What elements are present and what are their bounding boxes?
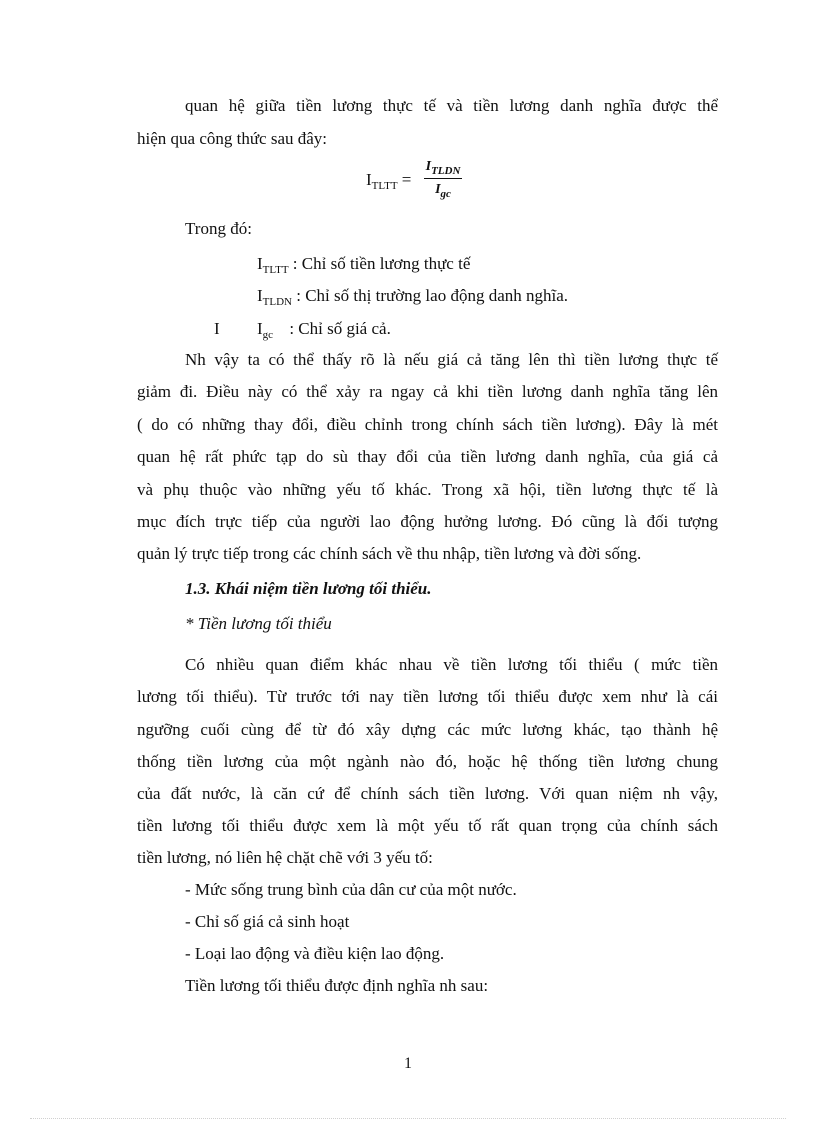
para2-line-3: ngưỡng cuối cùng để từ đó xây dựng các mức lương khác, tạo thành hệ [137,720,718,739]
where-item-3-symbol: I [257,319,263,338]
section-subheading: * Tiền lương tối thiểu [185,614,332,633]
para2-line-7: tiền lương, nó liên hệ chặt chẽ với 3 yếu tố: [137,848,433,867]
where-item-3-prefix: I [214,319,220,338]
page-number: 1 [404,1055,412,1072]
para1-line-5: và phụ thuộc vào những yếu tố khác. Trong xã hội, tiền lương thực tế là [137,480,718,499]
formula-fraction [424,158,462,199]
para2-line-1: Có nhiều quan điểm khác nhau về tiền lương tối thiểu ( mức tiền [185,655,718,674]
formula-equals: = [401,170,412,189]
formula-den-symbol: I [435,182,441,197]
where-item-2-subscript: TLDN [262,296,292,308]
para2-line-6: tiền lương tối thiểu được xem là một yếu tố rất quan trọng của chính sách [137,816,718,835]
footer-divider [30,1118,786,1119]
where-item-1-subscript: TLTT [262,264,289,276]
where-item-3-main [257,318,391,340]
formula-lhs-subscript: TLTT [371,180,398,192]
formula-lhs-symbol: I [366,170,372,189]
fraction-bar [424,178,462,179]
formula-numerator [424,158,462,176]
where-item-1-text: : Chỉ số tiền lương thực tế [292,254,471,273]
formula-num-subscript: TLDN [431,165,461,177]
where-item-3-subscript: gc [262,329,274,341]
formula-den-subscript: gc [440,188,451,200]
para1-line-3: ( do có những thay đổi, điều chỉnh trong chính sách tiền lương). Đây là mét [137,415,718,434]
formula-num-symbol: I [425,159,432,174]
formula-denominator [424,181,462,199]
where-item-3 [214,318,220,340]
bullet-item: - Mức sống trung bình của dân cư của một nước. [185,880,517,899]
where-label: Trong đó: [185,219,252,238]
where-item-1-symbol: I [257,254,263,273]
intro-line-1: quan hệ giữa tiền lương thực tế và tiền lương danh nghĩa được thể [185,96,718,115]
where-item-2 [257,285,568,307]
para2-line-5: của đất nước, là căn cứ để chính sách tiền lương. Với quan niệm nh vậy, [137,784,718,803]
para1-line-6: mục đích trực tiếp của người lao động hưởng lương. Đó cũng là đối tượng [137,512,718,531]
closing-line: Tiền lương tối thiểu được định nghĩa nh sau: [185,976,489,995]
intro-line-2: hiện qua công thức sau đây: [137,129,328,148]
para2-line-4: thống tiền lương của một ngành nào đó, hoặc hệ thống tiền lương chung [137,752,718,771]
section-heading: 1.3. Khái niệm tiền lương tối thiểu. [185,579,432,598]
where-item-1 [257,253,470,275]
para2-line-2: lương tối thiểu). Từ trước tới nay tiền lương tối thiểu được xem như là cái [137,687,718,706]
para1-line-4: quan hệ rất phức tạp do sù thay đổi của tiền lương danh nghĩa, của giá cả [137,447,718,466]
para1-line-7: quản lý trực tiếp trong các chính sách về thu nhập, tiền lương và đời sống. [137,544,642,563]
bullet-item: - Chỉ số giá cả sinh hoạt [185,912,350,931]
formula-lhs [366,170,411,190]
where-item-2-symbol: I [257,286,263,305]
para1-line-1: Nh vậy ta có thể thấy rõ là nếu giá cả tăng lên thì tiền lương thực tế [185,350,718,369]
para1-line-2: giảm đi. Điều này có thể xảy ra ngay cả khi tiền lương danh nghĩa tăng lên [137,382,718,401]
bullet-item: - Loại lao động và điều kiện lao động. [185,944,445,963]
where-item-3-text: : Chỉ số giá cả. [289,319,391,338]
where-item-2-text: : Chỉ số thị trường lao động danh nghĩa. [296,286,569,305]
